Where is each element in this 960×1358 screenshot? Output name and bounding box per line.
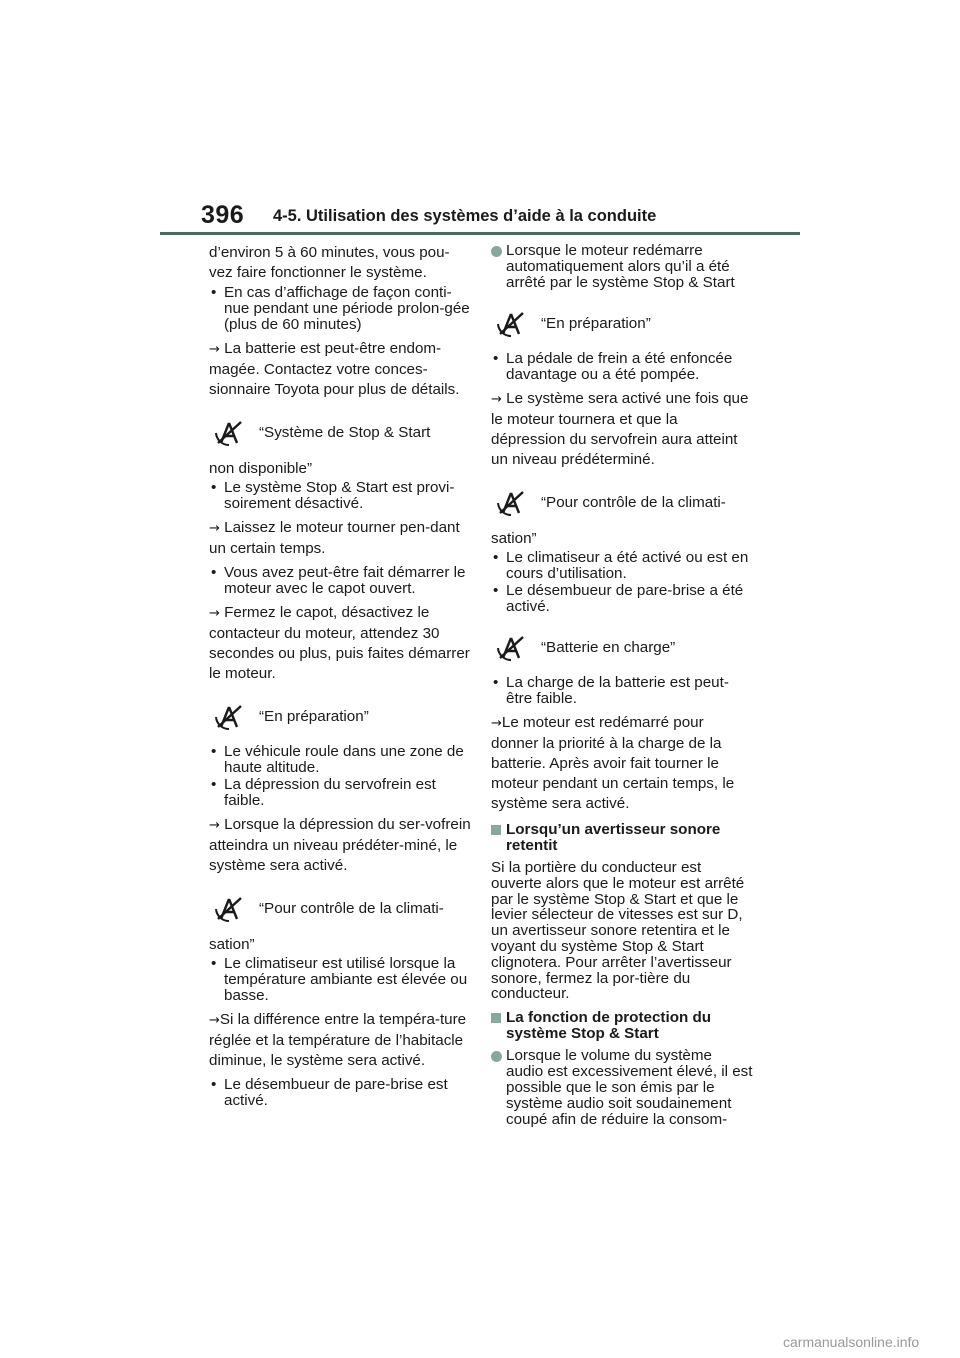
bullet-item: • Vous avez peut-être fait démarrer le moteur avec le capot ouvert. (209, 565, 471, 597)
bullet-item: • La pédale de frein a été enfoncée davantage ou a été pompée. (491, 351, 753, 383)
arrow-icon: → (209, 606, 220, 621)
arrow-paragraph: →Si la différence entre la tempéra-ture réglée et la température de l’habitacle diminue, le système sera activé. (209, 1011, 467, 1069)
message-text: “Pour contrôle de la climati- (541, 494, 726, 511)
bullet-item: • Le système Stop & Start est provi-soirement désactivé. (209, 480, 471, 512)
watermark: carmanualsonline.info (783, 1334, 920, 1350)
arrow-icon: → (209, 521, 220, 536)
arrow-paragraph: → Le système sera activé une fois que le moteur tournera et que la dépression du servofrein aura atteint un niveau prédéterminé. (491, 390, 749, 468)
arrow-icon: → (491, 716, 502, 731)
message-text: “Système de Stop & Start (259, 424, 431, 441)
bullet-item: • Le désembueur de pare-brise a été activé. (491, 583, 753, 615)
bullet-item: • En cas d’affichage de façon conti-nue pendant une période prolon-gée (plus de 60 minutes) (209, 285, 471, 333)
arrow-icon: → (209, 818, 220, 833)
stop-start-off-icon (213, 704, 245, 730)
message-row (209, 420, 471, 446)
message-text: “Pour contrôle de la climati- (259, 900, 444, 917)
page-header (0, 0, 960, 240)
stop-start-off-icon (495, 311, 527, 337)
message-row (491, 490, 753, 516)
message-row (209, 896, 471, 922)
arrow-paragraph: → La batterie est peut-être endom-magée. Contactez votre conces-sionnaire Toyota pour plus de détails. (209, 340, 460, 398)
left-column (209, 243, 471, 1110)
message-text-continued: sation” (209, 936, 255, 953)
bullet-item: • La charge de la batterie est peut-être faible. (491, 675, 753, 707)
arrow-paragraph: → Fermez le capot, désactivez le contacteur du moteur, attendez 30 secondes ou plus, puis faites démarrer le moteur. (209, 604, 470, 682)
bullet-item: • La dépression du servofrein est faible. (209, 777, 471, 809)
arrow-paragraph: →Le moteur est redémarré pour donner la priorité à la charge de la batterie. Après avoir fait tourner le moteur pendant un certain temps, le système sera activé. (491, 714, 735, 812)
message-row (491, 635, 753, 661)
message-text: “En préparation” (259, 708, 369, 725)
arrow-icon: → (209, 342, 220, 357)
message-text-continued: non disponible” (209, 460, 313, 477)
arrow-paragraph: → Lorsque la dépression du ser-vofrein atteindra un niveau prédéter-miné, le système sera activé. (209, 816, 471, 874)
message-row (209, 704, 471, 730)
message-row (491, 311, 753, 337)
section-heading: La fonction de protection du système Stop & Start (491, 1010, 753, 1042)
arrow-icon: → (209, 1013, 220, 1028)
message-text: “Batterie en charge” (541, 639, 676, 656)
bullet-item: • Le climatiseur a été activé ou est en cours d’utilisation. (491, 550, 753, 582)
message-text-continued: sation” (491, 530, 537, 547)
page-number: 396 (201, 201, 245, 229)
bullet-item: • Le climatiseur est utilisé lorsque la température ambiante est élevée ou basse. (209, 956, 471, 1004)
stop-start-off-icon (495, 490, 527, 516)
bullet-item: • Le désembueur de pare-brise est activé. (209, 1077, 471, 1109)
section-heading: Lorsqu’un avertisseur sonore retentit (491, 822, 753, 854)
paragraph: Si la portière du conducteur est ouverte alors que le moteur est arrêté par le système Stop & Start et que le levier sélecteur de vitesses est sur D, un avertisseur sonore retentira et le voyant du système Stop & Start clignotera. Pour arrêter l’avertisseur sonore, fermez la por-tière du conducteur. (491, 859, 745, 1003)
header-rule (160, 232, 800, 235)
arrow-icon: → (491, 392, 502, 407)
paragraph: d’environ 5 à 60 minutes, vous pou-vez faire fonctionner le système. (209, 244, 450, 281)
right-column (491, 243, 753, 1132)
circle-heading: Lorsque le moteur redémarre automatiquement alors qu’il a été arrêté par le système Stop & Start (491, 243, 753, 291)
stop-start-off-icon (495, 635, 527, 661)
stop-start-off-icon (213, 896, 245, 922)
message-text: “En préparation” (541, 315, 651, 332)
bullet-item: • Le véhicule roule dans une zone de haute altitude. (209, 744, 471, 776)
section-title: 4-5. Utilisation des systèmes d’aide à la conduite (273, 207, 657, 225)
stop-start-off-icon (213, 420, 245, 446)
circle-heading: Lorsque le volume du système audio est excessivement élevé, il est possible que le son émis par le système audio soit soudainement coupé afin de réduire la consom- (491, 1048, 753, 1128)
arrow-paragraph: → Laissez le moteur tourner pen-dant un certain temps. (209, 519, 460, 557)
